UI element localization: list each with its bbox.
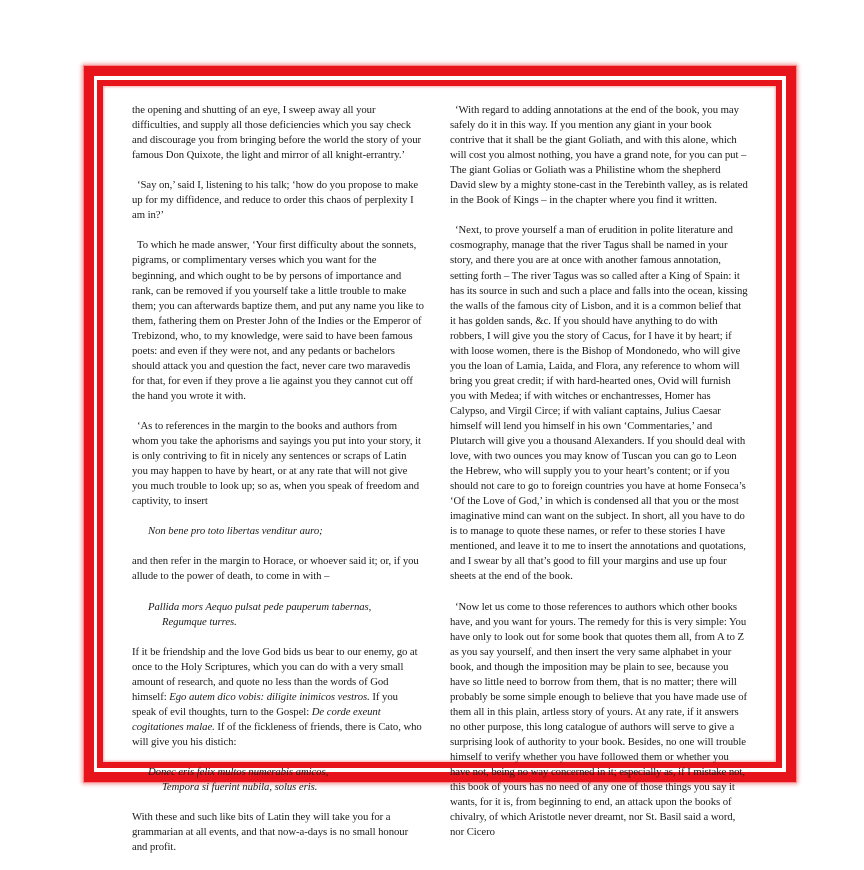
- paragraph: ‘As to references in the margin to the books and authors from whom you take the aphorisms and sayings you put into your story, it is only contriving to fit in nicely any sentences or scraps of Latin you may happen to have by heart, or at any rate that will not give you much trouble to look up; so as, when you speak of freedom and captivity, to insert: [132, 419, 421, 508]
- verse-line: Non bene pro toto libertas venditur auro;: [148, 525, 323, 538]
- paragraph: and then refer in the margin to Horace, or whoever said it; or, if you allude to the power of death, to come in with –: [132, 555, 419, 583]
- left-text-column: [132, 103, 424, 870]
- paragraph: ‘Now let us come to those references to authors which other books have, and you want for yours. The remedy for this is very simple: You have only to look out for some book that quotes them all, from A to Z as you say yourself, and then insert the very same alphabet in your book, and though the imposition may be plain to see, because you have so little need to borrow from them, that is no matter; there will probably be some simple enough to believe that you have made use of them all in this plain, artless story of yours. At any rate, if it answers no other purpose, this long catalogue of authors will serve to give a surprising look of authority to your book. Besides, no one will trouble himself to verify whether you have followed them or whether you have not, being no way concerned in it; especially as, if I mistake not, this book of yours has no need of any one of those things you say it wants, for it is, from beginning to end, an attack upon the books of chivalry, of which Aristotle never dreamt, nor St. Basil said a word, nor Cicero: [450, 600, 748, 839]
- paragraph: ‘With regard to adding annotations at the end of the book, you may safely do it in this way. If you mention any giant in your book contrive that it shall be the giant Goliath, and with this alone, which will cost you almost nothing, you have a grand note, for you can put – The giant Golias or Goliath was a Philistine whom the shepherd David slew by a mighty stone-cast in the Terebinth valley, as is related in the Book of Kings – in the chapter where you find it written.: [450, 104, 748, 207]
- verse-line: Pallida mors Aequo pulsat pede pauperum tabernas,: [148, 600, 372, 613]
- right-text-column: [450, 103, 748, 855]
- book-page: [110, 93, 770, 854]
- paragraph: ‘Say on,’ said I, listening to his talk; ‘how do you propose to make up for my diffidence, and reduce to order this chaos of perplexity I am in?’: [132, 179, 419, 222]
- text-run: If it be friendship and the love God bids us bear to our enemy, go at once to the Holy Scriptures, which you can do with a very small amount of research, and quote no less than the words of God himself:: [132, 645, 418, 703]
- verse-line: Donec eris felix multos numerabis amicos,: [148, 766, 329, 779]
- verse-line: Regumque turres.: [162, 615, 237, 628]
- latin-verse: [132, 600, 424, 630]
- latin-verse: [132, 524, 424, 539]
- paragraph: ‘Next, to prove yourself a man of erudition in polite literature and cosmography, manage that the river Tagus shall be named in your story, and there you are at once with another famous annotation, setting forth – The river Tagus was so called after a King of Spain: it has its source in such and such a place and falls into the ocean, kissing the walls of the famous city of Lisbon, and it is a common belief that it has golden sands, &c. If you should have anything to do with robbers, I will give you the story of Cacus, for I have it by heart; if with loose women, there is the Bishop of Mondonedo, who will give you the loan of Lamia, Laida, and Flora, any reference to whom will bring you great credit; if with hard-hearted ones, Ovid will furnish you with Medea; if with witches or enchantresses, Homer has Calypso, and Virgil Circe; if with valiant captains, Julius Caesar himself will lend you himself in his own ‘Commentaries,’ and Plutarch will give you a thousand Alexanders. If you should deal with love, with two ounces you may know of Tuscan you can go to Leon the Hebrew, who will supply you to your heart’s content; or if you should not care to go to foreign countries you have at home Fonseca’s ‘Of the Love of God,’ in which is condensed all that you or the most imaginative mind can want on the subject. In short, all you have to do is to manage to quote these names, or refer to these stories I have mentioned, and leave it to me to insert the annotations and quotations, and I swear by all that’s good to fill your margins and use up four sheets at the end of the book.: [450, 224, 748, 583]
- verse-line: Tempora si fuerint nubila, solus eris.: [162, 781, 318, 794]
- text-run: If of the fickleness of friends, there is Cato, who will give you his distich:: [132, 720, 422, 748]
- latin-quote: De corde exeunt cogitationes malae.: [132, 705, 381, 733]
- latin-verse: [132, 765, 424, 795]
- paragraph: [132, 645, 424, 750]
- paragraph: To which he made answer, ‘Your first difficulty about the sonnets, pigrams, or complimentary verses which you want for the beginning, and which ought to be by persons of importance and rank, can be removed if you yourself take a little trouble to make them; you can afterwards baptize them, and put any name you like to them, fathering them on Prester John of the Indies or the Emperor of Trebizond, who, to my knowledge, were said to have been famous poets: and even if they were not, and any pedants or bachelors should attack you and question the fact, never care two maravedis for that, for even if they prove a lie against you they cannot cut off the hand you wrote it with.: [132, 239, 424, 402]
- paragraph: the opening and shutting of an eye, I sweep away all your difficulties, and supply all those deficiencies which you say check and discourage you from bringing before the world the story of your famous Don Quixote, the light and mirror of all knight-errantry.’: [132, 104, 421, 162]
- text-run: If you speak of evil thoughts, turn to the Gospel:: [132, 690, 398, 718]
- latin-quote: Ego autem dico vobis: diligite inimicos vestros.: [169, 690, 370, 703]
- paragraph: With these and such like bits of Latin they will take you for a grammarian at all events, and that now-a-days is no small honour and profit.: [132, 811, 409, 854]
